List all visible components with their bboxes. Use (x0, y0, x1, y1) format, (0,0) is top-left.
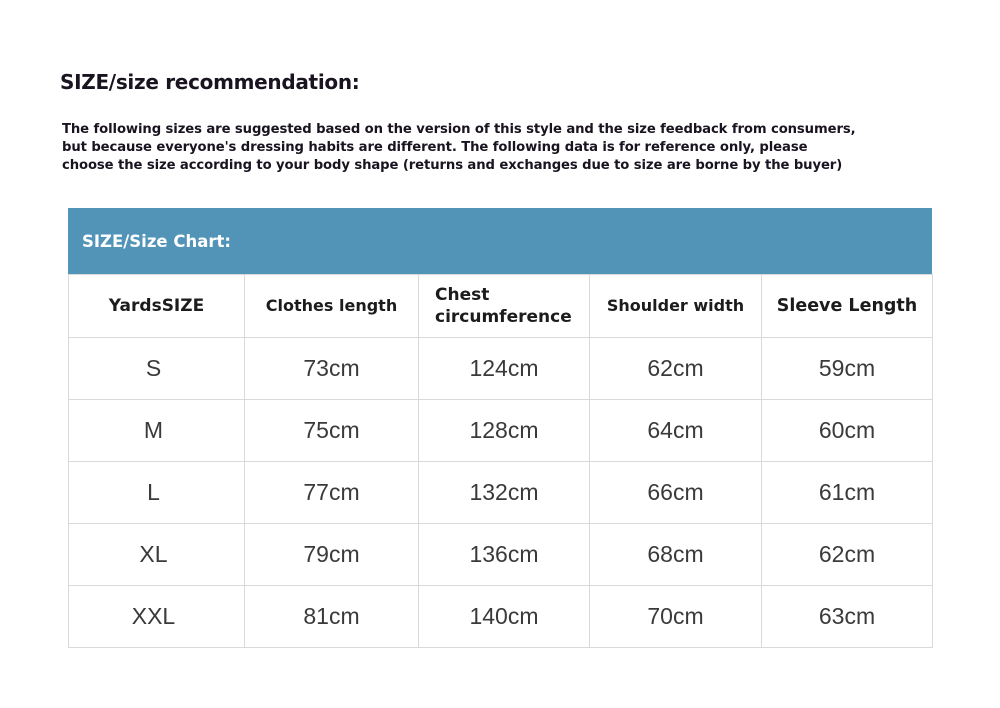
sleeve-cell: 62cm (762, 524, 933, 586)
size-cell: XL (69, 524, 245, 586)
sleeve-cell: 59cm (762, 338, 933, 400)
table-row (69, 338, 933, 400)
column-header-shoulder-width: Shoulder width (590, 275, 762, 338)
clothes-length-cell: 81cm (245, 586, 419, 648)
shoulder-cell: 62cm (590, 338, 762, 400)
size-cell: L (69, 462, 245, 524)
table-header-row (69, 275, 933, 338)
chest-cell: 124cm (419, 338, 590, 400)
chest-cell: 128cm (419, 400, 590, 462)
clothes-length-cell: 79cm (245, 524, 419, 586)
sleeve-cell: 61cm (762, 462, 933, 524)
sleeve-cell: 60cm (762, 400, 933, 462)
table-row (69, 586, 933, 648)
size-chart-header: SIZE/Size Chart: (68, 208, 932, 274)
shoulder-cell: 68cm (590, 524, 762, 586)
column-header-sleeve-length: Sleeve Length (762, 275, 933, 338)
page-title: SIZE/size recommendation: (60, 70, 360, 94)
sleeve-cell: 63cm (762, 586, 933, 648)
shoulder-cell: 70cm (590, 586, 762, 648)
notice-line: but because everyone's dressing habits are different. The following data is for reference only, please (62, 140, 808, 155)
size-table (68, 274, 933, 648)
column-header-chest-circumference: Chest circumference (419, 275, 590, 338)
size-notice (62, 121, 942, 175)
table-row (69, 462, 933, 524)
chest-cell: 132cm (419, 462, 590, 524)
shoulder-cell: 66cm (590, 462, 762, 524)
chest-cell: 140cm (419, 586, 590, 648)
column-header-clothes-length: Clothes length (245, 275, 419, 338)
table-row (69, 524, 933, 586)
shoulder-cell: 64cm (590, 400, 762, 462)
size-chart (68, 208, 932, 648)
notice-line: choose the size according to your body shape (returns and exchanges due to size are borne by the buyer) (62, 158, 843, 173)
size-cell: XXL (69, 586, 245, 648)
clothes-length-cell: 77cm (245, 462, 419, 524)
table-row (69, 400, 933, 462)
clothes-length-cell: 75cm (245, 400, 419, 462)
column-header-size: YardsSIZE (69, 275, 245, 338)
chest-cell: 136cm (419, 524, 590, 586)
size-cell: S (69, 338, 245, 400)
clothes-length-cell: 73cm (245, 338, 419, 400)
size-cell: M (69, 400, 245, 462)
notice-line: The following sizes are suggested based on the version of this style and the size feedback from consumers, (62, 122, 856, 137)
